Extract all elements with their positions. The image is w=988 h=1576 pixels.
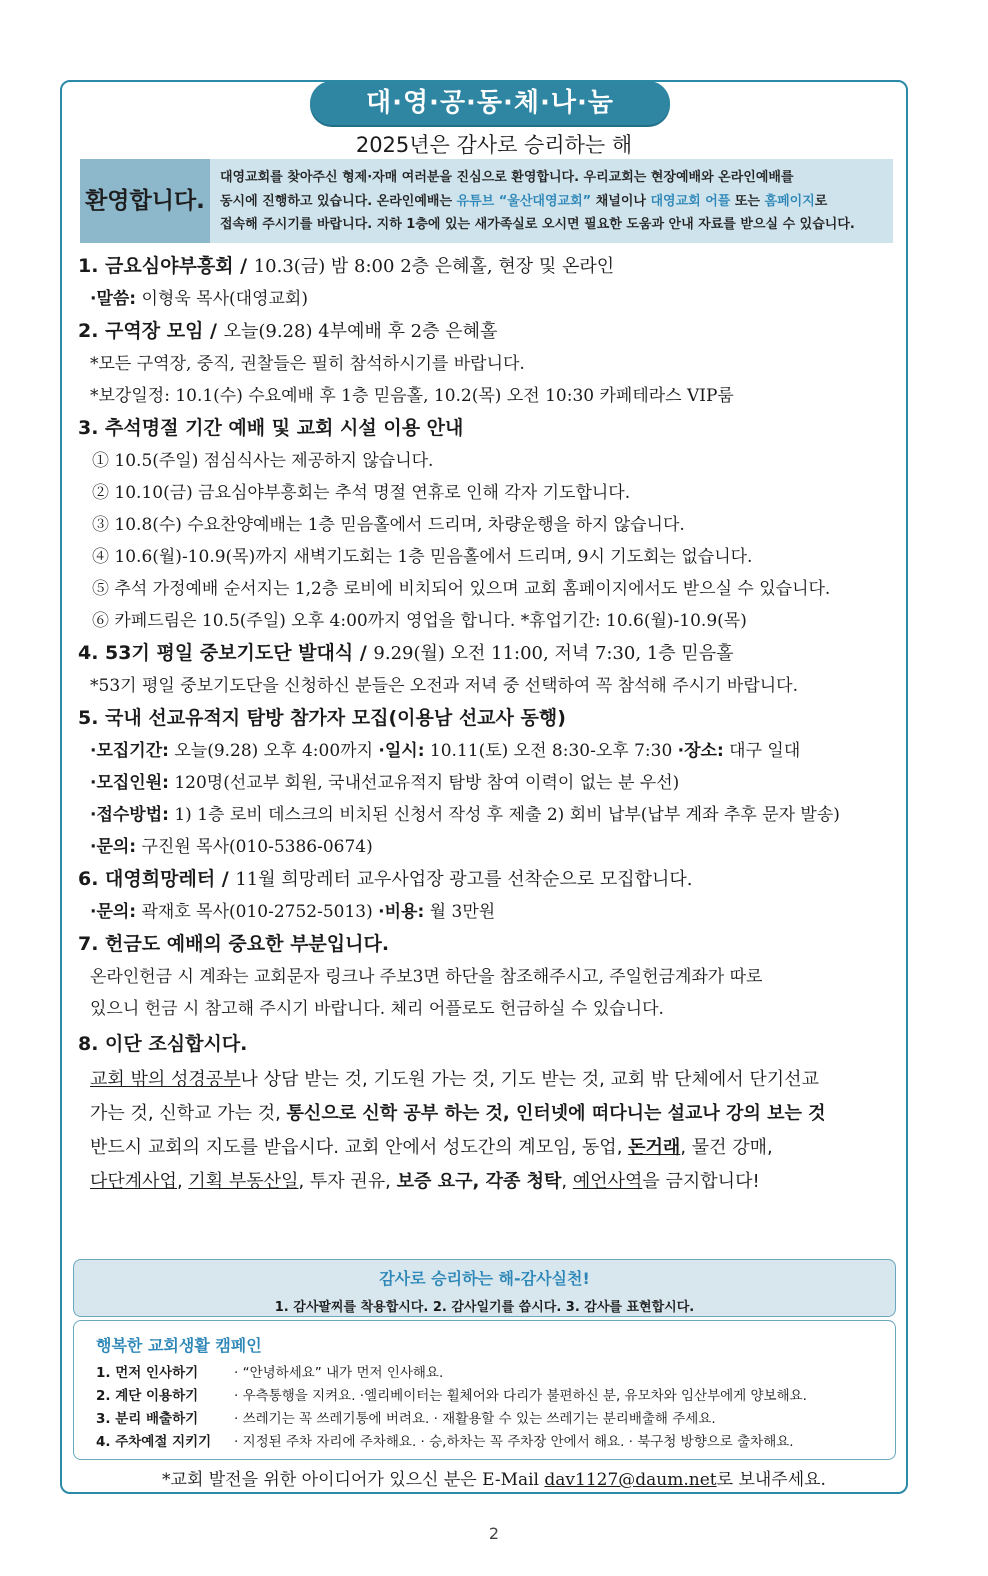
gratitude-content: 1. 감사팔찌를 착용합시다. 2. 감사일기를 씁시다. 3. 감사를 표현합시다. — [274, 1300, 695, 1315]
s5-key-4: ·모집인원: — [90, 773, 169, 793]
s6-key-2: ·비용: — [378, 902, 425, 922]
s8-line-1 — [78, 1063, 898, 1097]
s6-value-2: 월 3만원 — [424, 902, 496, 922]
campaign-key: 2. 계단 이용하기 — [96, 1388, 199, 1404]
s8-text-5: , — [176, 1171, 189, 1192]
footnote-pre: *교회 발전을 위한 아이디어가 있으신 분은 E-Mail — [162, 1470, 545, 1490]
s8-text-8: 을 금지합니다! — [642, 1171, 760, 1192]
s1-heading — [78, 250, 898, 283]
welcome-line-2 — [220, 190, 886, 214]
campaign-box — [73, 1320, 896, 1460]
s3-item-4: ④ 10.6(월)-10.9(목)까지 새벽기도회는 1층 믿음홀에서 드리며, 9시 기도회는 없습니다. — [92, 547, 753, 567]
s2-detail: 오늘(9.28) 4부예배 후 2층 은혜홀 — [223, 321, 498, 342]
s7-heading: 7. 헌금도 예배의 중요한 부분입니다. — [78, 933, 390, 955]
s8-heading: 8. 이단 조심합시다. — [78, 1033, 248, 1055]
s8-text-2: 가는 것, 신학교 가는 것, — [90, 1103, 287, 1124]
s5-line-1 — [78, 735, 898, 767]
s1-preacher — [78, 283, 898, 315]
s8-line-3 — [78, 1131, 898, 1165]
s4-line-1: *53기 평일 중보기도단을 신청하신 분들은 오전과 저녁 중 선택하여 꼭 참석해 주시기 바랍니다. — [90, 676, 798, 696]
s4-heading — [78, 637, 898, 670]
s8-line-4 — [78, 1165, 898, 1199]
email-link[interactable]: dav1127@daum.net — [544, 1470, 717, 1490]
welcome-text-c: 또는 — [730, 193, 765, 209]
s8-line-2 — [78, 1097, 898, 1131]
s5-value-2: 10.11(토) 오전 8:30-오후 7:30 — [424, 741, 678, 761]
s3-heading: 3. 추석명절 기간 예배 및 교회 시설 이용 안내 — [78, 417, 464, 439]
s8-text-7: , — [561, 1171, 573, 1192]
s2-line-2: *보강일정: 10.1(수) 수요예배 후 1층 믿음홀, 10.2(목) 오전 10:30 카페테라스 VIP룸 — [90, 386, 734, 406]
s2-title: 2. 구역장 모임 / — [78, 320, 224, 342]
campaign-value: · 우측통행을 지켜요. ·엘리베이터는 휠체어와 다리가 불편하신 분, 유모차와 임산부에게 양보해요. — [234, 1388, 807, 1404]
page-title: 대·영·공·동·체·나·눔 — [310, 81, 670, 125]
campaign-key: 3. 분리 배출하기 — [96, 1411, 199, 1427]
s6-value-1: 곽재호 목사(010-2752-5013) — [136, 902, 379, 922]
welcome-line-1: 대영교회를 찾아주신 형제·자매 여러분을 진심으로 환영합니다. 우리교회는 현장예배와 온라인예배를 — [220, 170, 794, 185]
announcements — [78, 250, 898, 1199]
s1-title: 1. 금요심야부흥회 / — [78, 255, 254, 277]
s6-key-1: ·문의: — [90, 902, 137, 922]
motto: 2025년은 감사로 승리하는 해 — [355, 133, 633, 157]
campaign-key: 1. 먼저 인사하기 — [96, 1365, 199, 1381]
welcome-text-b: 채널이나 — [591, 193, 651, 209]
s7-line-2: 있으니 헌금 시 참고해 주시기 바랍니다. 체리 어플로도 헌금하실 수 있습니다. — [90, 999, 664, 1019]
s1-value: 이형욱 목사(대영교회) — [136, 289, 308, 309]
s5-line-3 — [78, 799, 898, 831]
s2-line-1: *모든 구역장, 중직, 권찰들은 필히 참석하시기를 바랍니다. — [90, 354, 525, 374]
campaign-title: 행복한 교회생활 캠페인 — [96, 1336, 262, 1355]
s8-text-4: , 물건 강매, — [680, 1137, 773, 1158]
welcome-label: 환영합니다. — [80, 159, 210, 243]
s5-key-3: ·장소: — [677, 741, 724, 761]
s8-bold-2: 보증 요구, 각종 청탁 — [396, 1171, 562, 1192]
s8-bold-1: 통신으로 신학 공부 하는 것, 인터넷에 떠다니는 설교나 강의 보는 것 — [286, 1103, 826, 1124]
s5-value-5: 1) 1층 로비 데스크의 비치된 신청서 작성 후 제출 2) 회비 납부(납부 계좌 추후 문자 발송) — [168, 805, 840, 825]
welcome-text — [220, 166, 886, 237]
s6-detail: 11월 희망레터 교우사업장 광고를 선착순으로 모집합니다. — [235, 869, 693, 890]
s5-value-6: 구진원 목사(010-5386-0674) — [136, 837, 373, 857]
s5-key-2: ·일시: — [378, 741, 425, 761]
s5-key-5: ·접수방법: — [90, 805, 169, 825]
s5-line-4 — [78, 831, 898, 863]
s6-heading — [78, 863, 898, 896]
welcome-box — [80, 159, 893, 243]
campaign-key: 4. 주차예절 지키기 — [96, 1434, 212, 1450]
s8-text-6: , 투자 권유, — [298, 1171, 397, 1192]
footnote-post: 로 보내주세요. — [716, 1470, 826, 1490]
s3-item-1: ① 10.5(주일) 점심식사는 제공하지 않습니다. — [92, 451, 434, 471]
campaign-value: · 쓰레기는 꼭 쓰레기통에 버려요. · 재활용할 수 있는 쓰레기는 분리배출해 주세요. — [234, 1411, 716, 1427]
welcome-text-a: 동시에 진행하고 있습니다. 온라인예배는 — [220, 193, 457, 209]
s8-underline-2: 다단계사업 — [90, 1171, 177, 1192]
s5-key-1: ·모집기간: — [90, 741, 169, 761]
s5-line-2 — [78, 767, 898, 799]
s5-key-6: ·문의: — [90, 837, 137, 857]
s5-value-1: 오늘(9.28) 오후 4:00까지 — [168, 741, 379, 761]
s1-detail: 10.3(금) 밤 8:00 2층 은혜홀, 현장 및 온라인 — [253, 256, 615, 277]
page-number: 2 — [488, 1524, 500, 1543]
s8-underline-4: 예언사역 — [572, 1171, 643, 1192]
footnote — [0, 1465, 988, 1490]
s5-value-4: 120명(선교부 회원, 국내선교유적지 탐방 참여 이력이 없는 분 우선) — [168, 773, 680, 793]
s5-value-3: 대구 일대 — [723, 741, 801, 761]
s8-underline-3: 기획 부동산일 — [188, 1171, 299, 1192]
gratitude-title: 감사로 승리하는 해-감사실천! — [379, 1269, 590, 1288]
s3-item-3: ③ 10.8(수) 수요찬양예배는 1층 믿음홀에서 드리며, 차량운행을 하지 않습니다. — [92, 515, 685, 535]
campaign-value: · 지정된 주차 자리에 주차해요. · 승,하차는 꼭 주차장 안에서 해요. · 북구청 방향으로 출차해요. — [234, 1434, 794, 1450]
welcome-text-d: 로 — [814, 193, 828, 209]
s8-underline-1: 교회 밖의 성경공부 — [90, 1069, 241, 1090]
s8-text-3: 반드시 교회의 지도를 받읍시다. 교회 안에서 성도간의 계모임, 동업, — [90, 1137, 629, 1158]
s1-key: ·말씀: — [90, 289, 137, 309]
welcome-line-3: 접속해 주시기를 바랍니다. 지하 1층에 있는 새가족실로 오시면 필요한 도움과 안내 자료를 받으실 수 있습니다. — [220, 217, 855, 232]
s4-detail: 9.29(월) 오전 11:00, 저녁 7:30, 1층 믿음홀 — [373, 643, 734, 664]
s6-line-1 — [78, 896, 898, 928]
s3-item-2: ② 10.10(금) 금요심야부흥회는 추석 명절 연휴로 인해 각자 기도합니다. — [92, 483, 631, 503]
s4-title: 4. 53기 평일 중보기도단 발대식 / — [78, 642, 374, 664]
s8-bold-underline-1: 돈거래 — [628, 1137, 681, 1158]
s3-item-6: ⑥ 카페드림은 10.5(주일) 오후 4:00까지 영업을 합니다. *휴업기간: 10.6(월)-10.9(목) — [92, 611, 747, 631]
campaign-value: · “안녕하세요” 내가 먼저 인사해요. — [234, 1365, 444, 1381]
youtube-link[interactable]: 유튜브 “울산대영교회” — [456, 193, 592, 209]
s2-heading — [78, 315, 898, 348]
s5-heading: 5. 국내 선교유적지 탐방 참가자 모집(이용남 선교사 동행) — [78, 707, 566, 729]
s8-text-1: 나 상담 받는 것, 기도원 가는 것, 기도 받는 것, 교회 밖 단체에서 단기선교 — [240, 1069, 819, 1090]
s6-title: 6. 대영희망레터 / — [78, 868, 236, 890]
gratitude-box — [73, 1259, 896, 1317]
homepage-link[interactable]: 홈페이지 — [764, 193, 815, 209]
s3-item-5: ⑤ 추석 가정예배 순서지는 1,2층 로비에 비치되어 있으며 교회 홈페이지에서도 받으실 수 있습니다. — [92, 579, 831, 599]
app-link[interactable]: 대영교회 어플 — [650, 193, 731, 209]
s7-line-1: 온라인헌금 시 계좌는 교회문자 링크나 주보3면 하단을 참조해주시고, 주일헌금계좌가 따로 — [90, 967, 763, 987]
